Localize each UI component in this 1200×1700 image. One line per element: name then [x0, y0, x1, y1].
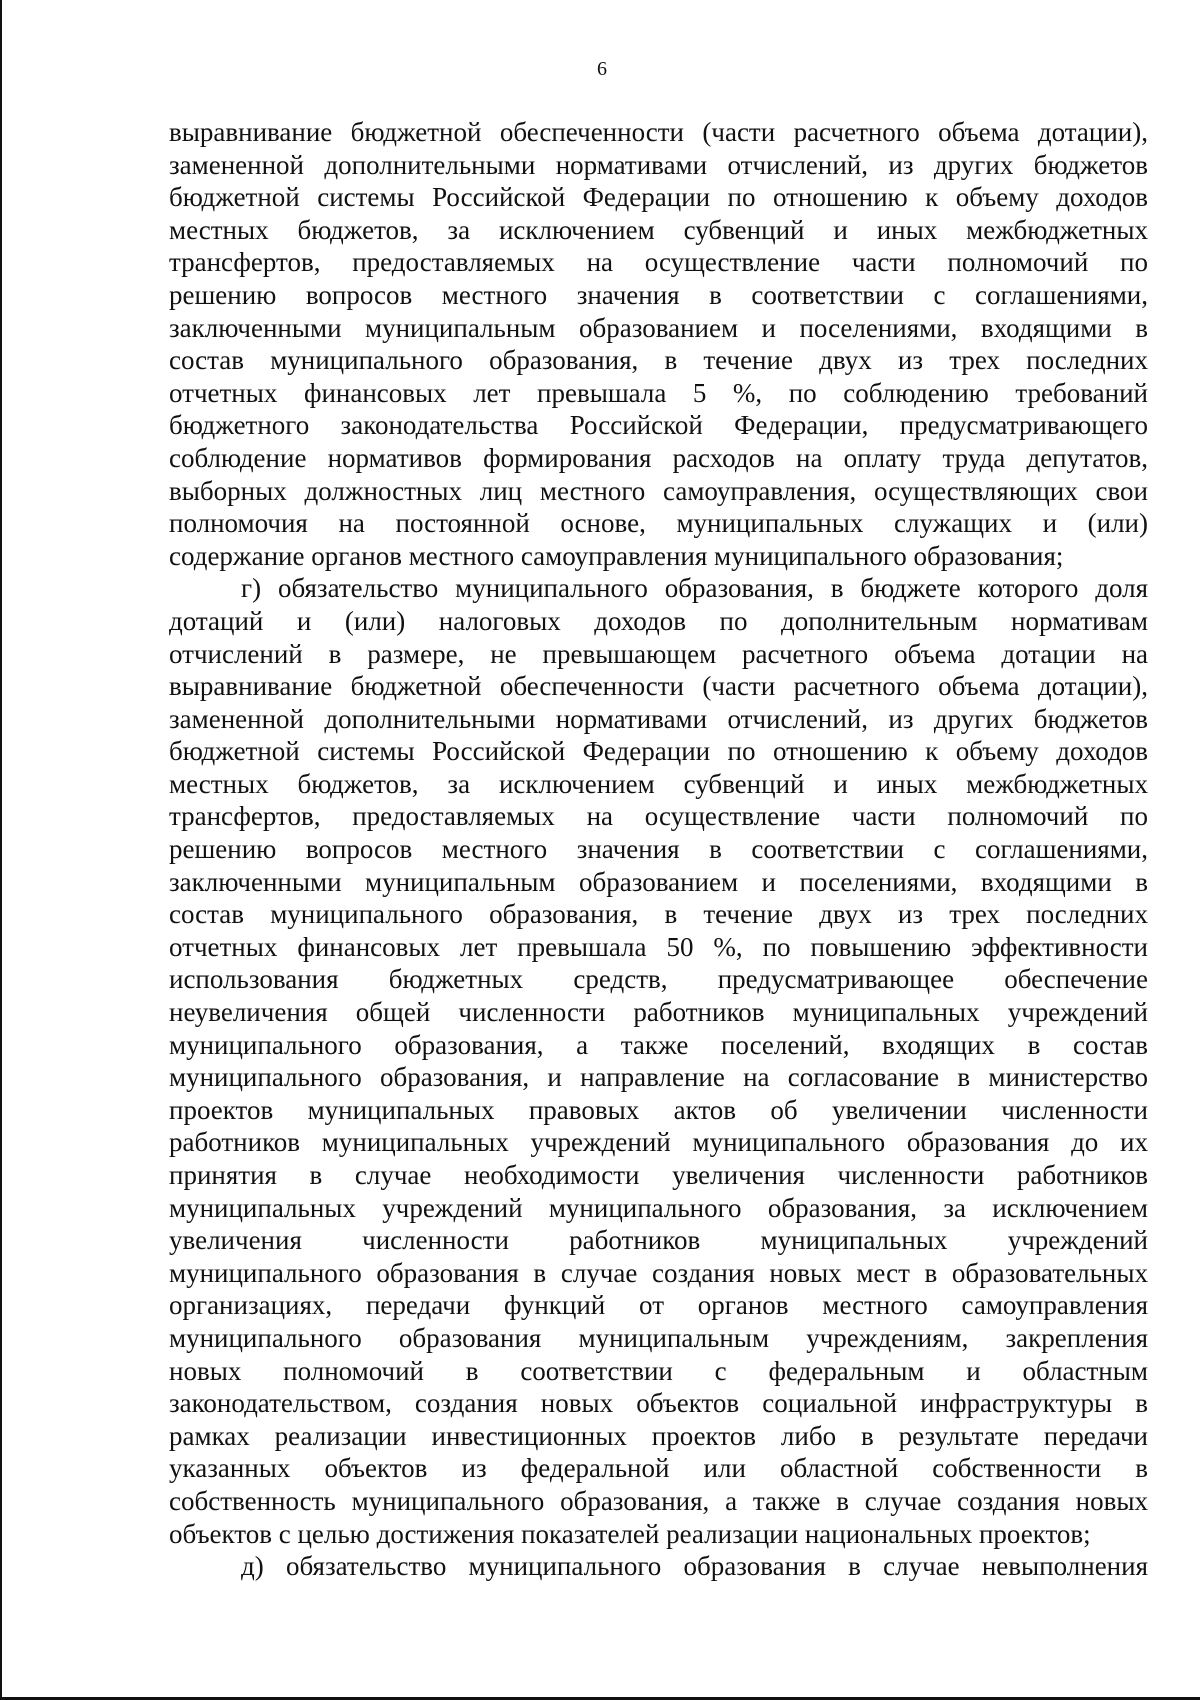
text-line: выравнивание бюджетной обеспеченности (части расчетного объема дотации), — [169, 671, 1148, 702]
text-line: г) обязательство муниципального образования, в бюджете которого доля — [241, 573, 1148, 604]
text-line: дотаций и (или) налоговых доходов по дополнительным нормативам — [169, 605, 1148, 636]
text-line: рамках реализации инвестиционных проектов либо в результате передачи — [169, 1420, 1148, 1451]
text-line: замененной дополнительными нормативами отчислений, из других бюджетов — [169, 149, 1148, 180]
text-line: отчетных финансовых лет превышала 50 %, по повышению эффективности — [169, 931, 1148, 962]
text-line: использования бюджетных средств, предусматривающее обеспечение — [169, 964, 1148, 995]
text-line: бюджетной системы Российской Федерации по отношению к объему доходов — [169, 182, 1148, 213]
text-line: принятия в случае необходимости увеличения численности работников — [169, 1160, 1148, 1190]
text-line: соблюдение нормативов формирования расходов на оплату труда депутатов, — [169, 442, 1148, 473]
text-line: отчислений в размере, не превышающем расчетного объема дотации на — [169, 638, 1148, 669]
text-line: трансфертов, предоставляемых на осуществление части полномочий по — [169, 801, 1148, 832]
paragraph — [169, 116, 1148, 572]
page-number: 6 — [597, 58, 607, 80]
text-line: указанных объектов из федеральной или областной собственности в — [169, 1453, 1148, 1484]
text-line: заключенными муниципальным образованием и поселениями, входящими в — [169, 866, 1148, 897]
paragraph — [169, 1550, 1148, 1583]
text-line: муниципального образования, а также поселений, входящих в состав — [169, 1029, 1148, 1060]
text-line: бюджетного законодательства Российской Федерации, предусматривающего — [169, 410, 1148, 441]
text-line: местных бюджетов, за исключением субвенций и иных межбюджетных — [169, 214, 1148, 245]
text-line: отчетных финансовых лет превышала 5 %, по соблюдению требований — [169, 377, 1148, 408]
text-line: замененной дополнительными нормативами отчислений, из других бюджетов — [169, 703, 1148, 734]
document-body — [169, 116, 1148, 1583]
text-line: бюджетной системы Российской Федерации по отношению к объему доходов — [169, 736, 1148, 767]
paragraph — [169, 572, 1148, 1550]
text-line: содержание органов местного самоуправления муниципального образования; — [169, 540, 1064, 571]
text-line: д) обязательство муниципального образования в случае невыполнения — [241, 1551, 1148, 1582]
text-line: полномочия на постоянной основе, муниципальных служащих и (или) — [169, 508, 1148, 539]
text-line: состав муниципального образования, в течение двух из трех последних — [169, 345, 1148, 376]
text-line: муниципального образования муниципальным учреждениям, закрепления — [169, 1322, 1148, 1353]
text-line: местных бюджетов, за исключением субвенций и иных межбюджетных — [169, 768, 1148, 799]
text-line: работников муниципальных учреждений муниципального образования до их — [169, 1127, 1148, 1158]
text-line: неувеличения общей численности работников муниципальных учреждений — [169, 997, 1148, 1028]
text-line: увеличения численности работников муниципальных учреждений — [169, 1225, 1148, 1256]
text-line: заключенными муниципальным образованием и поселениями, входящими в — [169, 312, 1148, 343]
text-line: объектов с целью достижения показателей реализации национальных проектов; — [169, 1518, 1091, 1549]
text-line: организациях, передачи функций от органов местного самоуправления — [169, 1290, 1148, 1321]
text-line: муниципальных учреждений муниципального образования, за исключением — [169, 1192, 1148, 1223]
text-line: выборных должностных лиц местного самоуправления, осуществляющих свои — [169, 475, 1148, 506]
text-line: трансфертов, предоставляемых на осуществление части полномочий по — [169, 247, 1148, 278]
text-line: муниципального образования, и направление на согласование в министерство — [169, 1062, 1148, 1093]
text-line: новых полномочий в соответствии с федеральным и областным — [169, 1355, 1148, 1386]
text-line: собственность муниципального образования, а также в случае создания новых — [169, 1485, 1148, 1516]
text-line: состав муниципального образования, в течение двух из трех последних — [169, 899, 1148, 930]
text-line: законодательством, создания новых объектов социальной инфраструктуры в — [169, 1388, 1148, 1419]
text-line: решению вопросов местного значения в соответствии с соглашениями, — [169, 834, 1148, 865]
text-line: решению вопросов местного значения в соответствии с соглашениями, — [169, 279, 1148, 310]
text-line: муниципального образования в случае создания новых мест в образовательных — [169, 1257, 1148, 1288]
text-line: проектов муниципальных правовых актов об увеличении численности — [169, 1094, 1148, 1125]
text-line: выравнивание бюджетной обеспеченности (части расчетного объема дотации), — [169, 117, 1148, 147]
